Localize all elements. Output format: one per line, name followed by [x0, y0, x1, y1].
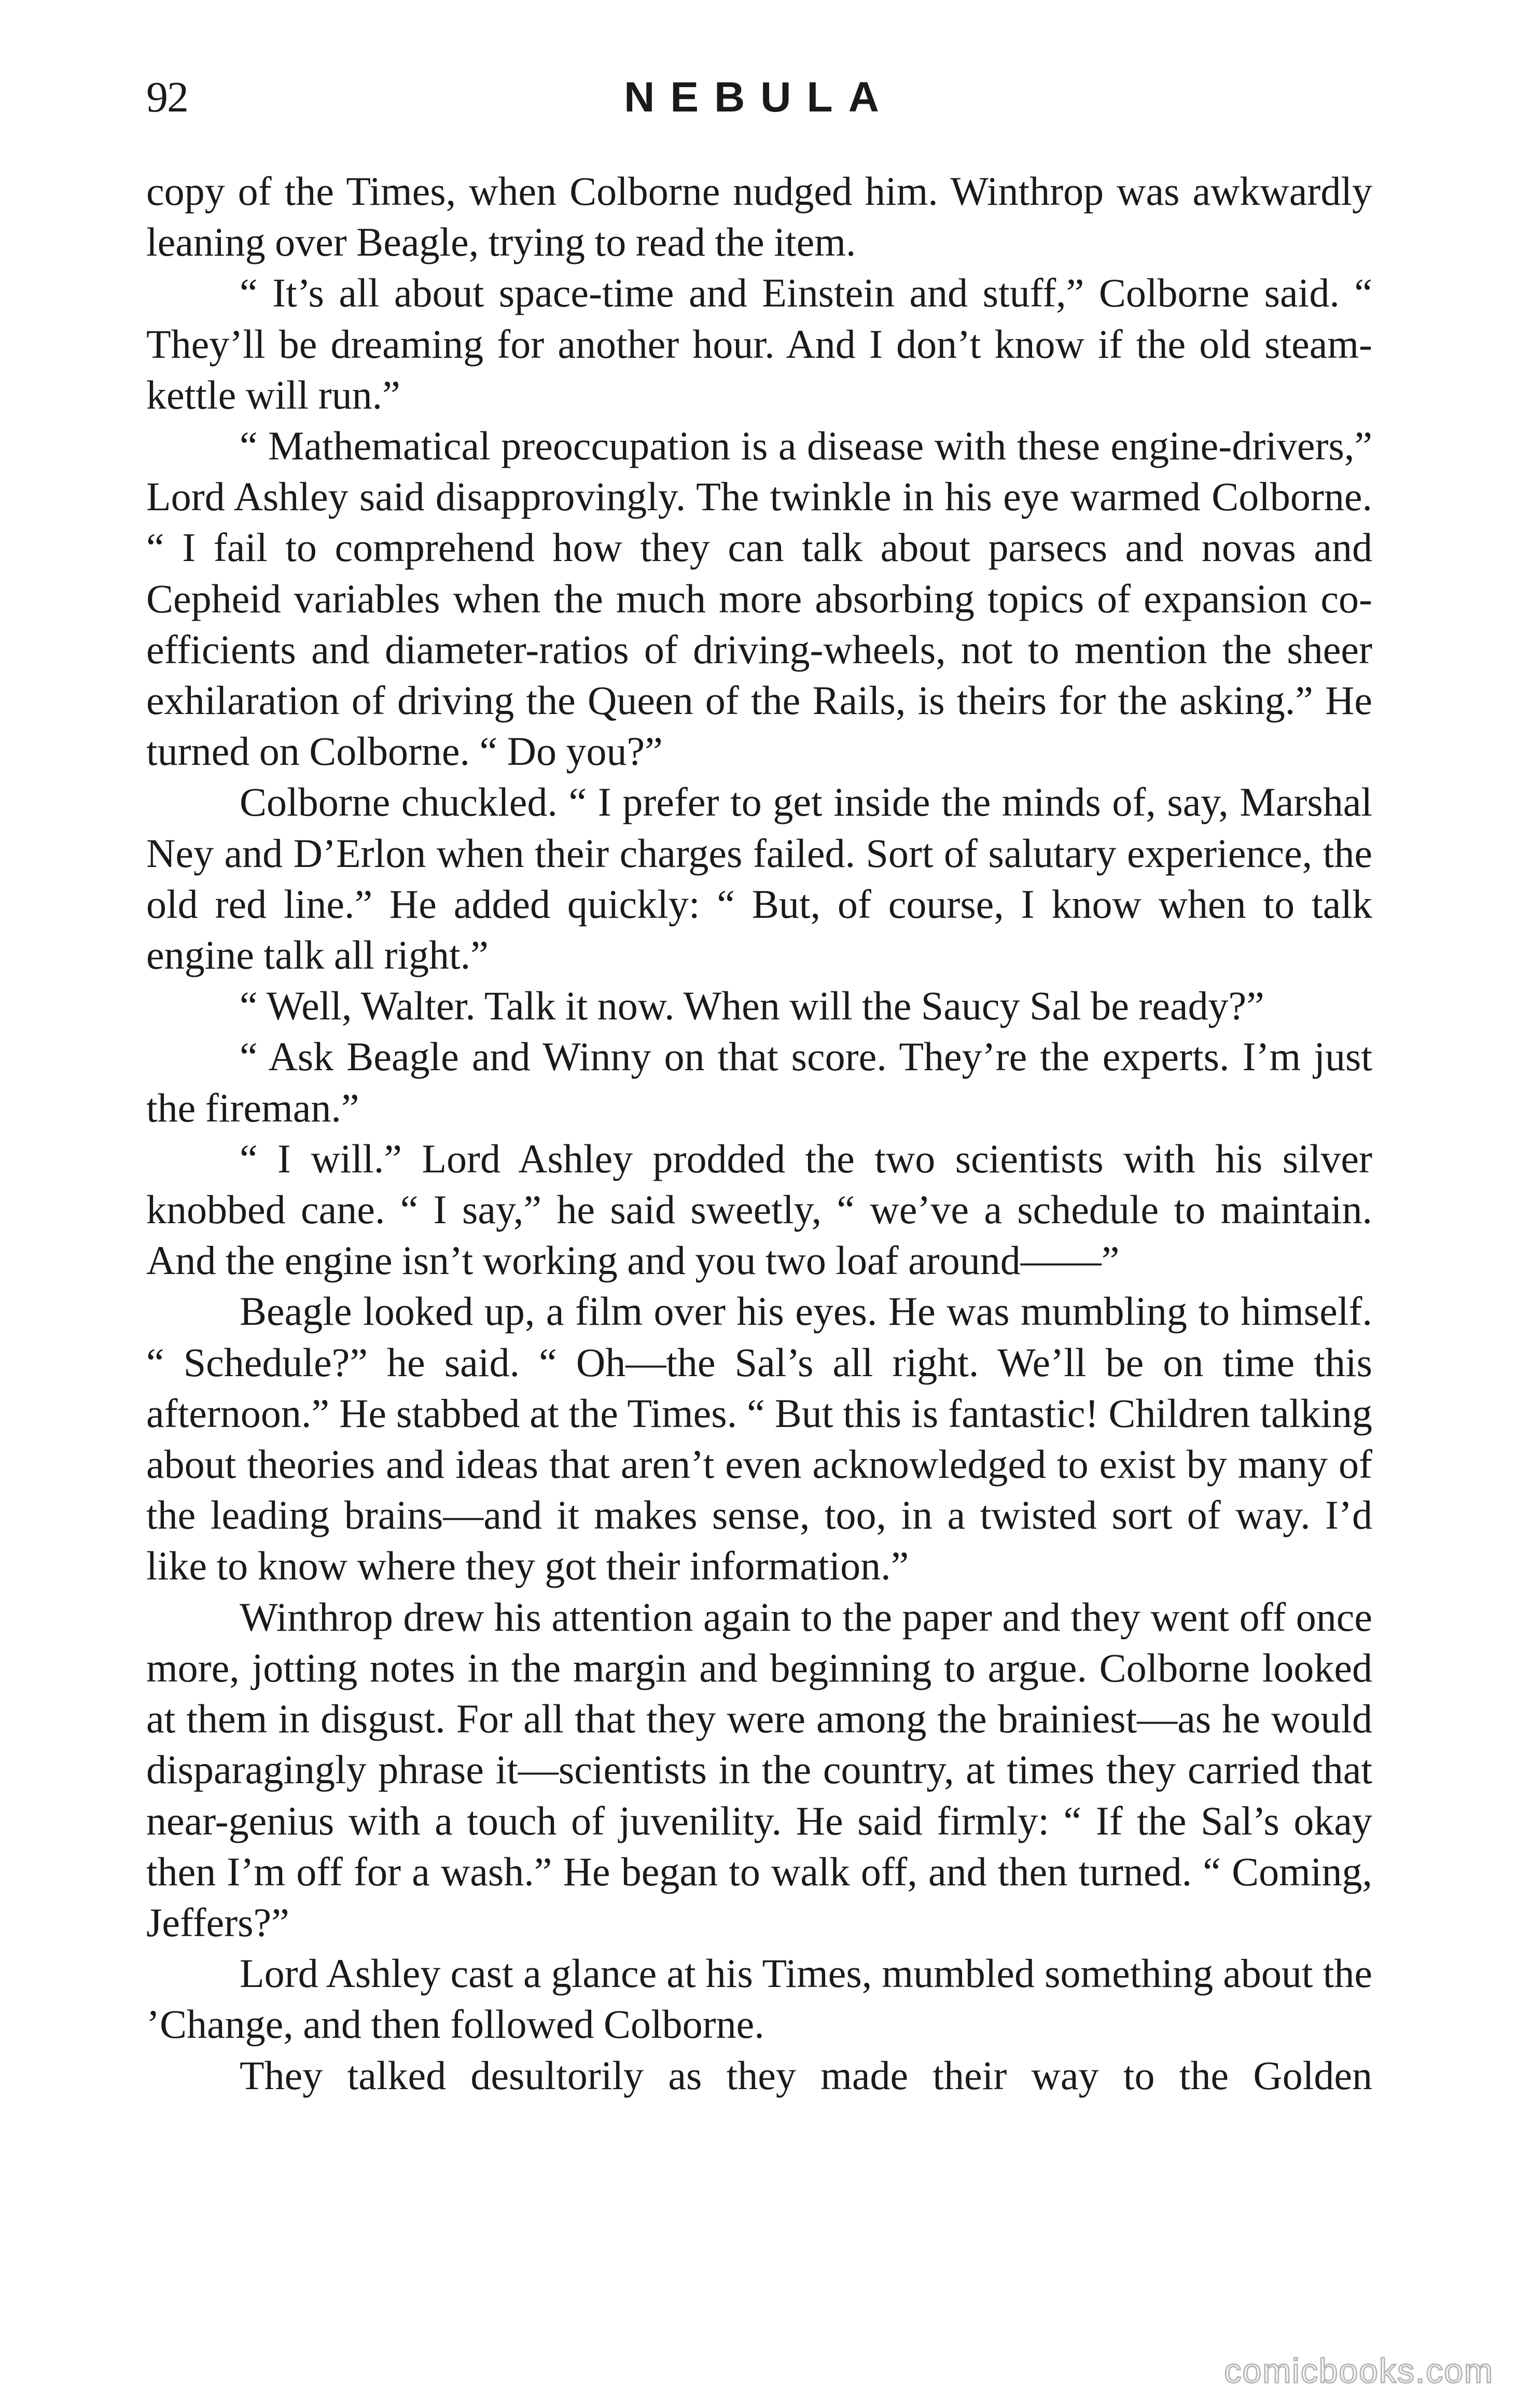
- page-number: 92: [146, 73, 188, 121]
- running-title: NEBULA: [624, 74, 895, 121]
- paragraph: copy of the Times, when Colborne nudged him. Winthrop was awkwardly leaning over Beagle, trying to read the item.: [146, 169, 1372, 265]
- watermark: comicbooks.com: [1224, 2351, 1494, 2390]
- paragraph: Lord Ashley cast a glance at his Times, mumbled something about the ’Change, and then followed Colborne.: [146, 1951, 1372, 2047]
- paragraph: Winthrop drew his attention again to the paper and they went off once more, jotting notes in the margin and beginning to argue. Colborne looked at them in disgust. For all that they were among the brainiest—as he would disparagingly phrase it—scientists in the country, at times they carried that near-genius with a touch of juvenility. He said firmly: “ If the Sal’s okay then I’m off for a wash.” He began to walk off, and then turned. “ Coming, Jeffers?”: [146, 1594, 1372, 1945]
- paragraph: “ Well, Walter. Talk it now. When will the Saucy Sal be ready?”: [240, 983, 1264, 1029]
- paragraph: “ I will.” Lord Ashley prodded the two scientists with his silver knobbed cane. “ I say,” he said sweetly, “ we’ve a schedule to maintain. And the engine isn’t working and you two loaf around——”: [146, 1136, 1372, 1283]
- body-text: [146, 166, 1372, 2101]
- paragraph: “ Mathematical preoccupation is a disease with these engine-drivers,” Lord Ashley said disapprovingly. The twinkle in his eye warmed Colborne. “ I fail to comprehend how they can talk about parsecs and novas and Cepheid variables when the much more absorbing topics of expansion co-efficients and diameter-ratios of driving-wheels, not to mention the sheer exhilaration of driving the Queen of the Rails, is theirs for the asking.” He turned on Colborne. “ Do you?”: [146, 423, 1372, 774]
- paragraph: They talked desultorily as they made their way to the Golden: [240, 2052, 1372, 2098]
- page-header: [146, 72, 1372, 129]
- paragraph: “ Ask Beagle and Winny on that score. They’re the experts. I’m just the fireman.”: [146, 1034, 1372, 1130]
- paragraph: Colborne chuckled. “ I prefer to get inside the minds of, say, Marshal Ney and D’Erlon when their charges failed. Sort of salutary experience, the old red line.” He added quickly: “ But, of course, I know when to talk engine talk all right.”: [146, 779, 1372, 978]
- paragraph: “ It’s all about space-time and Einstein and stuff,” Colborne said. “ They’ll be dreaming for another hour. And I don’t know if the old steam-kettle will run.”: [146, 270, 1372, 417]
- paragraph: Beagle looked up, a film over his eyes. He was mumbling to himself. “ Schedule?” he said. “ Oh—the Sal’s all right. We’ll be on time this afternoon.” He stabbed at the Times. “ But this is fantastic! Children talking about theories and ideas that aren’t even acknowledged to exist by many of the leading brains—and it makes sense, too, in a twisted sort of way. I’d like to know where they got their information.”: [146, 1289, 1372, 1589]
